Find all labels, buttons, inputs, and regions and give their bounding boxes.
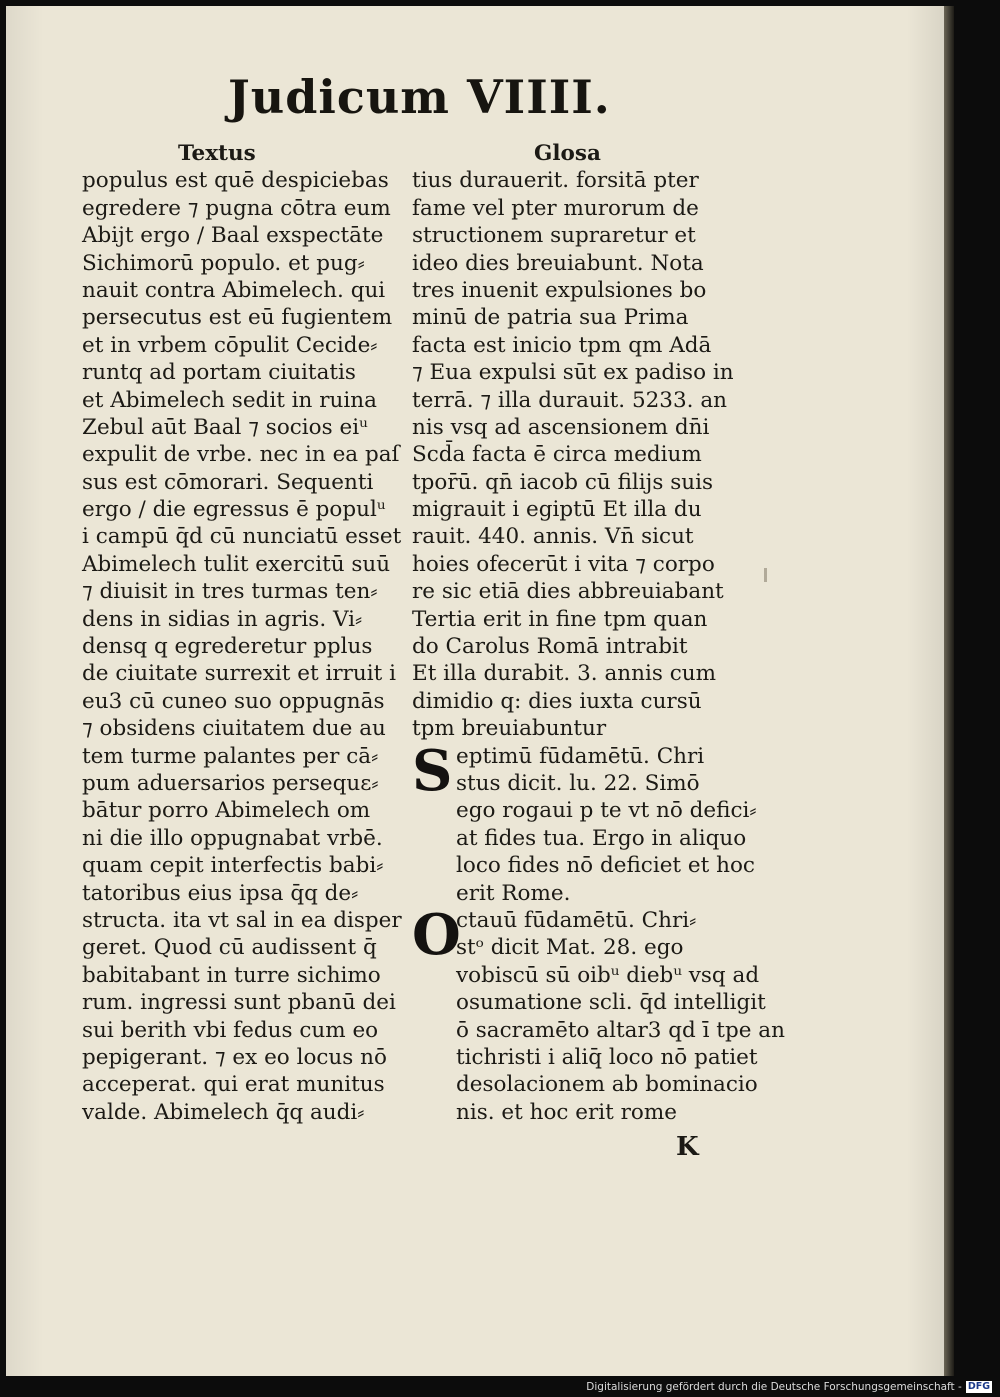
text-line: de ciuitate surrexit et irruit i — [82, 661, 396, 687]
text-line: Abijt ergo / Baal exspectāte — [82, 223, 384, 249]
text-line: Sichimorū populo. et pug⸗ — [82, 250, 365, 276]
left-column — [82, 140, 407, 1126]
text-line: stus dicit. lu. 22. Simō — [456, 770, 700, 796]
left-column-heading: Textus — [178, 141, 256, 166]
text-line: ō sacramēto altar3 qd ī tpe an — [456, 1017, 785, 1043]
text-line: populus est quē despiciebas — [82, 168, 389, 194]
text-line: at fides tua. Ergo in aliquo — [456, 825, 747, 851]
text-line: sui berith vbi fedus cum eo — [82, 1017, 379, 1043]
text-line: osumatione scli. q̄d intelligit — [456, 990, 766, 1016]
text-line: vobiscū sū oibᵘ diebᵘ vsq ad — [456, 962, 760, 988]
text-line: structionem supraretur et — [412, 223, 696, 249]
drop-initial-s: S — [412, 737, 453, 804]
text-line: ego rogaui p te vt nō defici⸗ — [456, 798, 757, 824]
text-line: fame vel pter murorum de — [412, 195, 699, 221]
text-line: valde. Abimelech q̄q audi⸗ — [82, 1099, 365, 1125]
digitization-footer — [586, 1381, 992, 1393]
text-line: tres inuenit expulsiones bo — [412, 277, 707, 303]
text-line: Et illa durabit. 3. annis cum — [412, 661, 716, 687]
paper-speck — [764, 568, 767, 582]
text-line: Abimelech tulit exercitū suū — [82, 551, 391, 577]
text-line: terrā. ⁊ illa durauit. 5233. an — [412, 387, 727, 413]
text-line: do Carolus Romā intrabit — [412, 634, 688, 660]
text-line: rauit. 440. annis. Vn̄ sicut — [412, 524, 694, 550]
page-gutter — [944, 6, 954, 1376]
text-line: quam cepit interfectis babi⸗ — [82, 853, 384, 879]
text-line: expulit de vrbe. nec in ea paſ — [82, 442, 400, 468]
text-line: tatoribus eius ipsa q̄q de⸗ — [82, 880, 359, 906]
text-line: ⁊ Eua expulsi sūt ex padiso in — [412, 360, 734, 386]
text-line: nauit contra Abimelech. qui — [82, 277, 386, 303]
text-line: babitabant in turre sichimo — [82, 962, 381, 988]
text-line: tpm breuiabuntur — [412, 716, 607, 742]
running-head: Judicum VIIII. — [228, 70, 611, 124]
text-line: ni die illo oppugnabat vrbē. — [82, 825, 383, 851]
text-line: ⁊ obsidens ciuitatem due au — [82, 716, 386, 742]
eighth-foundation-section — [412, 901, 785, 1126]
text-line: i campū q̄d cū nunciatū esset — [82, 524, 402, 550]
seventh-foundation-section — [412, 737, 757, 907]
dfg-logo: DFG — [967, 1381, 990, 1392]
text-line: Scd̄a facta ē circa medium — [412, 442, 702, 468]
text-line: migrauit i egiptū Et illa du — [412, 497, 702, 523]
text-line: structa. ita vt sal in ea disper — [82, 907, 402, 933]
signature-mark: K — [676, 1132, 699, 1162]
left-column-text — [82, 167, 407, 1126]
text-line: facta est inicio tpm qm Adā — [412, 332, 712, 358]
text-line: loco fides nō deficiet et hoc — [456, 853, 755, 879]
text-line: nis. et hoc erit rome — [456, 1099, 677, 1125]
text-line: acceperat. qui erat munitus — [82, 1072, 385, 1098]
gloss-text — [412, 167, 742, 742]
text-line: pepigerant. ⁊ ex eo locus nō — [82, 1044, 387, 1070]
text-line: tichristi i aliq̄ loco nō patiet — [456, 1044, 758, 1070]
text-line: desolacionem ab bominacio — [456, 1072, 758, 1098]
footer-text: Digitalisierung gefördert durch die Deutsche Forschungsgemeinschaft - — [586, 1381, 962, 1393]
text-line: stᵒ dicit Mat. 28. ego — [456, 935, 684, 961]
text-line: re sic etiā dies abbreuiabant — [412, 579, 724, 605]
text-line: geret. Quod cū audissent q̄ — [82, 935, 377, 961]
text-line: et Abimelech sedit in ruina — [82, 387, 377, 413]
text-line: dimidio q: dies iuxta cursū — [412, 688, 702, 714]
text-line: hoies ofecerūt i vita ⁊ corpo — [412, 551, 715, 577]
text-line: nis vsq ad ascensionem dn̄i — [412, 414, 710, 440]
text-line: tem turme palantes per cā⸗ — [82, 743, 379, 769]
text-line: persecutus est eū fugientem — [82, 305, 393, 331]
text-line: Tertia erit in fine tpm quan — [412, 606, 708, 632]
seventh-foundation-text — [412, 737, 757, 907]
text-line: ctauū fūdamētū. Chri⸗ — [456, 907, 697, 933]
right-column-heading: Glosa — [534, 141, 601, 166]
text-line: dens in sidias in agris. Vi⸗ — [82, 606, 363, 632]
eighth-foundation-text — [412, 901, 785, 1126]
text-line: sus est cōmorari. Sequenti — [82, 469, 374, 495]
text-line: minū de patria sua Prima — [412, 305, 689, 331]
right-column — [412, 140, 785, 1126]
text-line: tius durauerit. forsitā pter — [412, 168, 699, 194]
text-line: tpor̄ū. qn̄ iacob cū filijs suis — [412, 469, 713, 495]
text-line: eptimū fūdamētū. Chri — [456, 743, 705, 769]
text-line: eu3 cū cuneo suo oppugnās — [82, 688, 385, 714]
text-line: egredere ⁊ pugna cōtra eum — [82, 195, 391, 221]
text-line: rum. ingressi sunt pbanū dei — [82, 990, 396, 1016]
text-line: bātur porro Abimelech om — [82, 798, 371, 824]
text-line: et in vrbem cōpulit Cecide⸗ — [82, 332, 378, 358]
drop-initial-o: O — [412, 901, 461, 968]
text-line: runtq ad portam ciuitatis — [82, 360, 356, 386]
text-line: ⁊ diuisit in tres turmas ten⸗ — [82, 579, 378, 605]
text-line: ideo dies breuiabunt. Nota — [412, 250, 704, 276]
text-line: Zebul aūt Baal ⁊ socios eiᵘ — [82, 414, 368, 440]
text-line: ergo / die egressus ē populᵘ — [82, 497, 386, 523]
text-line: pum aduersarios persequε⸗ — [82, 770, 379, 796]
text-line: densq q egrederetur pplus — [82, 634, 373, 660]
text-line: erit Rome. — [456, 880, 571, 906]
